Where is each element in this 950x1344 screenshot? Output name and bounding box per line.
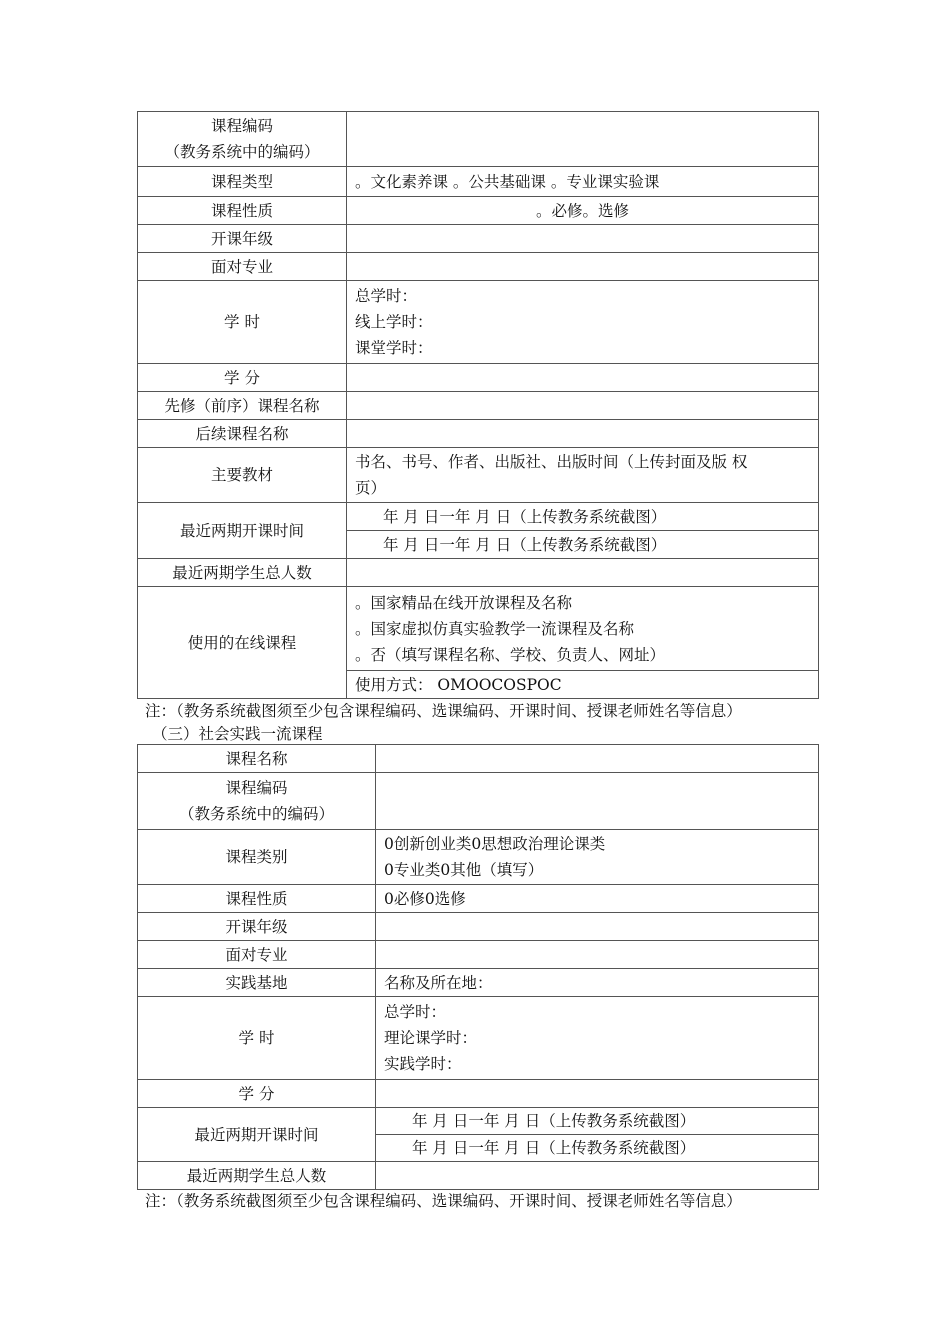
practice-hours: 实践学时： — [384, 1055, 462, 1073]
major-label: 面对专业 — [138, 253, 347, 281]
course-nature-label-2: 课程性质 — [138, 885, 376, 913]
online-course-label: 使用的在线课程 — [138, 587, 347, 699]
practice-course-table — [137, 744, 819, 1190]
total-hours-2: 总学时： — [384, 1003, 447, 1021]
online-course-options[interactable] — [347, 587, 819, 671]
label-text: 课程编码 — [210, 117, 273, 135]
course-type-options[interactable]: 。文化素养课 。公共基础课 。专业课实验课 — [347, 167, 819, 197]
recent-term-2[interactable]: 年 月 日一年 月 日（上传教务系统截图） — [347, 531, 819, 559]
course-name-value[interactable] — [376, 745, 819, 773]
textbook-label: 主要教材 — [138, 448, 347, 503]
grade-label-2: 开课年级 — [138, 913, 376, 941]
followup-label: 后续课程名称 — [138, 420, 347, 448]
total-hours: 总学时： — [355, 287, 418, 305]
note-2: 注：（教务系统截图须至少包含课程编码、选课编码、开课时间、授课老师姓名等信息） — [145, 1192, 742, 1210]
followup-value[interactable] — [347, 420, 819, 448]
recent-terms-label-2: 最近两期开课时间 — [138, 1108, 376, 1162]
textbook-value[interactable] — [347, 448, 819, 503]
hours-value-2[interactable] — [376, 997, 819, 1080]
major-value[interactable] — [347, 253, 819, 281]
hours-value[interactable] — [347, 281, 819, 364]
grade-label: 开课年级 — [138, 225, 347, 253]
course-type-label: 课程类型 — [138, 167, 347, 197]
prereq-label: 先修（前序）课程名称 — [138, 392, 347, 420]
course-code-value[interactable] — [347, 112, 819, 167]
grade-value-2[interactable] — [376, 913, 819, 941]
credits-value[interactable] — [347, 364, 819, 392]
credits-label: 学 分 — [138, 364, 347, 392]
virtual-sim-option[interactable]: 。国家虚拟仿真实验教学一流课程及名称 — [355, 619, 635, 638]
practice-base-value[interactable]: 名称及所在地： — [376, 969, 819, 997]
course-category-options[interactable] — [376, 830, 819, 885]
textbook-line-1: 书名、书号、作者、出版社、出版时间（上传封面及版 权 — [355, 453, 748, 471]
note-1: 注：（教务系统截图须至少包含课程编码、选课编码、开课时间、授课老师姓名等信息） — [145, 702, 742, 720]
course-nature-label: 课程性质 — [138, 197, 347, 225]
student-count-label-2: 最近两期学生总人数 — [138, 1162, 376, 1190]
practice-base-label: 实践基地 — [138, 969, 376, 997]
credits-value-2[interactable] — [376, 1080, 819, 1108]
course-code-value-2[interactable] — [376, 773, 819, 830]
recent-term-2-2[interactable]: 年 月 日一年 月 日（上传教务系统截图） — [376, 1135, 819, 1162]
online-hours: 线上学时： — [355, 313, 433, 331]
label-subtext: （教务系统中的编码） — [178, 805, 334, 823]
student-count-label: 最近两期学生总人数 — [138, 559, 347, 587]
category-line-2: 0专业类0其他（填写） — [384, 861, 544, 879]
textbook-line-2: 页） — [355, 479, 387, 497]
class-hours: 课堂学时： — [355, 339, 433, 357]
course-name-label: 课程名称 — [138, 745, 376, 773]
hours-label-2: 学 时 — [138, 997, 376, 1080]
course-nature-options-2[interactable]: 0必修0选修 — [376, 885, 819, 913]
recent-terms-label: 最近两期开课时间 — [138, 503, 347, 559]
credits-label-2: 学 分 — [138, 1080, 376, 1108]
course-category-label: 课程类别 — [138, 830, 376, 885]
student-count-value[interactable] — [347, 559, 819, 587]
label-text: 课程编码 — [225, 779, 288, 797]
major-value-2[interactable] — [376, 941, 819, 969]
none-option[interactable]: 。否（填写课程名称、学校、负责人、网址） — [355, 645, 666, 664]
course-nature-options[interactable]: 。必修。选修 — [347, 197, 819, 225]
course-code-label-2 — [138, 773, 376, 830]
usage-mode[interactable]: 使用方式： OMOOCOSPOC — [347, 671, 819, 699]
theory-hours: 理论课学时： — [384, 1029, 478, 1047]
national-quality-option[interactable]: 。国家精品在线开放课程及名称 — [355, 593, 573, 612]
category-line-1: 0创新创业类0思想政治理论课类 — [384, 835, 606, 853]
hours-label: 学 时 — [138, 281, 347, 364]
major-label-2: 面对专业 — [138, 941, 376, 969]
recent-term-1[interactable]: 年 月 日一年 月 日（上传教务系统截图） — [347, 503, 819, 531]
label-subtext: （教务系统中的编码） — [164, 143, 320, 161]
grade-value[interactable] — [347, 225, 819, 253]
student-count-value-2[interactable] — [376, 1162, 819, 1190]
prereq-value[interactable] — [347, 392, 819, 420]
section-3-title: （三）社会实践一流课程 — [152, 725, 323, 743]
recent-term-1-2[interactable]: 年 月 日一年 月 日（上传教务系统截图） — [376, 1108, 819, 1135]
course-code-label — [138, 112, 347, 167]
online-course-table — [137, 111, 819, 699]
